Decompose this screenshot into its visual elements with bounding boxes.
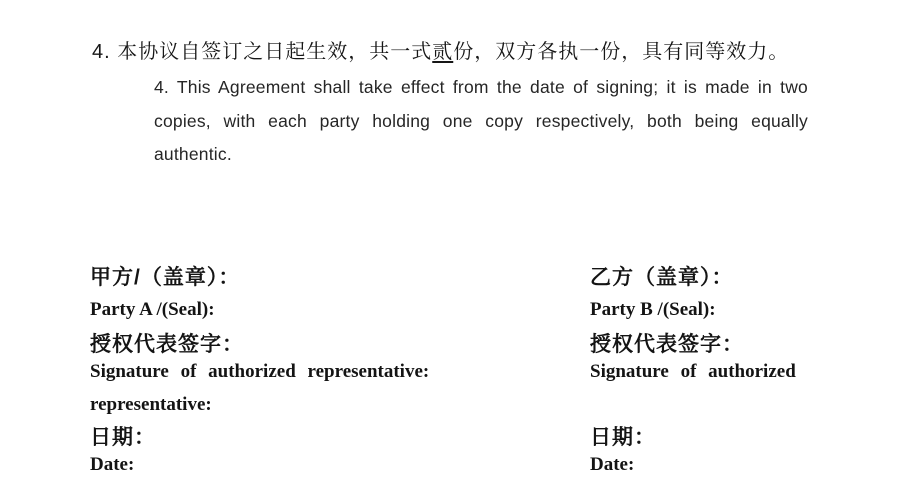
signature-row-seal-en xyxy=(0,299,917,329)
clause-4-english-line-1: 4. This Agreement shall take effect from the date of signing; it is made in two xyxy=(154,77,808,97)
clause-4-zh-suffix: 份，双方各执一份，具有同等效力。 xyxy=(453,41,790,63)
party-a-signature-label-cn: 授权代表签字： xyxy=(90,333,244,356)
signature-row-authorized-signature-cn xyxy=(0,328,917,358)
clause-4-english-line-3: authentic. xyxy=(154,144,232,164)
party-a-date-label-cn: 日期： xyxy=(90,426,156,449)
clause-4-english-line-2: copies, with each party holding one copy respectively, both being equally xyxy=(154,111,808,131)
party-a-seal-label-cn: 甲方/（盖章）： xyxy=(90,266,241,289)
party-b-date-label-cn: 日期： xyxy=(590,426,656,449)
clause-4-zh-prefix: 4. 本协议自签订之日起生效，共一式 xyxy=(92,41,433,63)
party-b-seal-label-cn: 乙方（盖章）： xyxy=(590,266,734,289)
party-b-signature-label-en: Signature of authorized xyxy=(590,361,796,382)
signature-row-date-en xyxy=(0,454,917,484)
clause-4-zh-underlined-char: 贰 xyxy=(432,41,454,63)
signature-row-seal-cn xyxy=(0,261,917,291)
signature-row-date-cn xyxy=(0,421,917,451)
signature-row-representative-wrap xyxy=(0,394,917,424)
party-a-seal-label-en: Party A /(Seal): xyxy=(90,299,215,320)
clause-4-chinese-line xyxy=(92,35,789,64)
signature-row-authorized-signature-en xyxy=(0,361,917,391)
party-b-date-label-en: Date: xyxy=(590,454,635,475)
party-b-signature-label-cn: 授权代表签字： xyxy=(590,333,744,356)
party-a-signature-label-en: Signature of authorized representative: xyxy=(90,361,430,382)
signature-label-en-wrap-continuation: representative: xyxy=(90,394,212,415)
party-a-date-label-en: Date: xyxy=(90,454,135,475)
party-b-seal-label-en: Party B /(Seal): xyxy=(590,299,716,320)
